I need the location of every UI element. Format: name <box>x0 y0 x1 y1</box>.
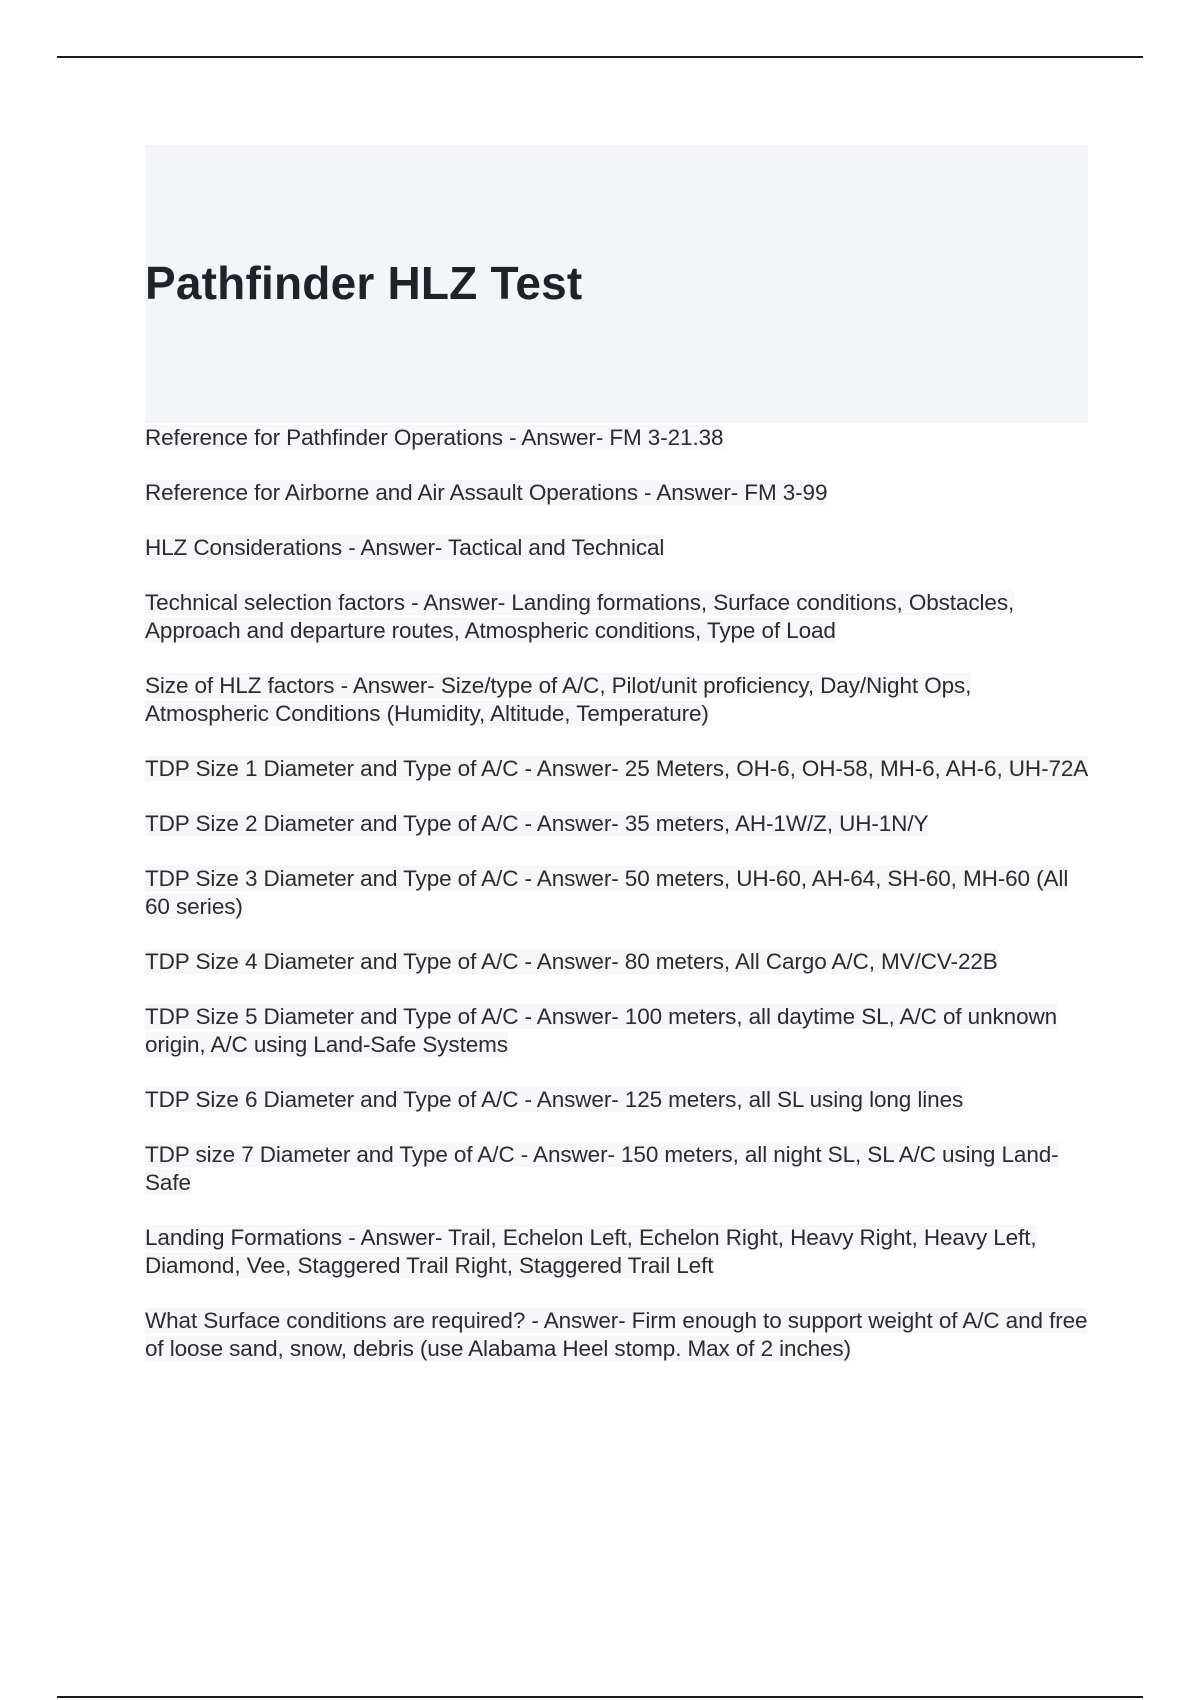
qa-item-text: Reference for Airborne and Air Assault Operations - Answer- FM 3-99 <box>145 480 828 505</box>
top-rule <box>57 56 1143 58</box>
qa-item <box>145 479 1090 507</box>
qa-item-text: Size of HLZ factors - Answer- Size/type of A/C, Pilot/unit proficiency, Day/Night Ops, Atmospheric Conditions (Humidity, Altitude, Temperature) <box>145 673 972 726</box>
qa-list <box>145 424 1090 1390</box>
qa-item <box>145 1086 1090 1114</box>
qa-item-text: Landing Formations - Answer- Trail, Echelon Left, Echelon Right, Heavy Right, Heavy Left, Diamond, Vee, Staggered Trail Right, Staggered Trail Left <box>145 1225 1037 1278</box>
qa-item-text: TDP Size 5 Diameter and Type of A/C - Answer- 100 meters, all daytime SL, A/C of unknown origin, A/C using Land-Safe Systems <box>145 1004 1058 1057</box>
qa-item <box>145 1003 1090 1059</box>
qa-item <box>145 755 1090 783</box>
qa-item <box>145 948 1090 976</box>
bottom-rule <box>57 1696 1143 1698</box>
qa-item <box>145 424 1090 452</box>
qa-item <box>145 672 1090 728</box>
qa-item-text: HLZ Considerations - Answer- Tactical and Technical <box>145 535 665 560</box>
qa-item-text: TDP Size 3 Diameter and Type of A/C - Answer- 50 meters, UH-60, AH-64, SH-60, MH-60 (All 60 series) <box>145 866 1069 919</box>
qa-item-text: Technical selection factors - Answer- Landing formations, Surface conditions, Obstacles, Approach and departure routes, Atmospheric conditions, Type of Load <box>145 590 1015 643</box>
document-title: Pathfinder HLZ Test <box>145 257 583 309</box>
qa-item <box>145 534 1090 562</box>
qa-item-text: What Surface conditions are required? - Answer- Firm enough to support weight of A/C and free of loose sand, snow, debris (use Alabama Heel stomp. Max of 2 inches) <box>145 1308 1088 1361</box>
qa-item <box>145 865 1090 921</box>
qa-item-text: TDP Size 6 Diameter and Type of A/C - Answer- 125 meters, all SL using long lines <box>145 1087 964 1112</box>
qa-item-text: TDP Size 2 Diameter and Type of A/C - Answer- 35 meters, AH-1W/Z, UH-1N/Y <box>145 811 929 836</box>
qa-item <box>145 1141 1090 1197</box>
qa-item-text: TDP size 7 Diameter and Type of A/C - Answer- 150 meters, all night SL, SL A/C using Land-Safe <box>145 1142 1059 1195</box>
qa-item <box>145 589 1090 645</box>
qa-item-text: TDP Size 1 Diameter and Type of A/C - Answer- 25 Meters, OH-6, OH-58, MH-6, AH-6, UH-72A <box>145 756 1089 781</box>
qa-item <box>145 1224 1090 1280</box>
qa-item <box>145 810 1090 838</box>
qa-item <box>145 1307 1090 1363</box>
qa-item-text: TDP Size 4 Diameter and Type of A/C - Answer- 80 meters, All Cargo A/C, MV/CV-22B <box>145 949 998 974</box>
qa-item-text: Reference for Pathfinder Operations - Answer- FM 3-21.38 <box>145 425 724 450</box>
